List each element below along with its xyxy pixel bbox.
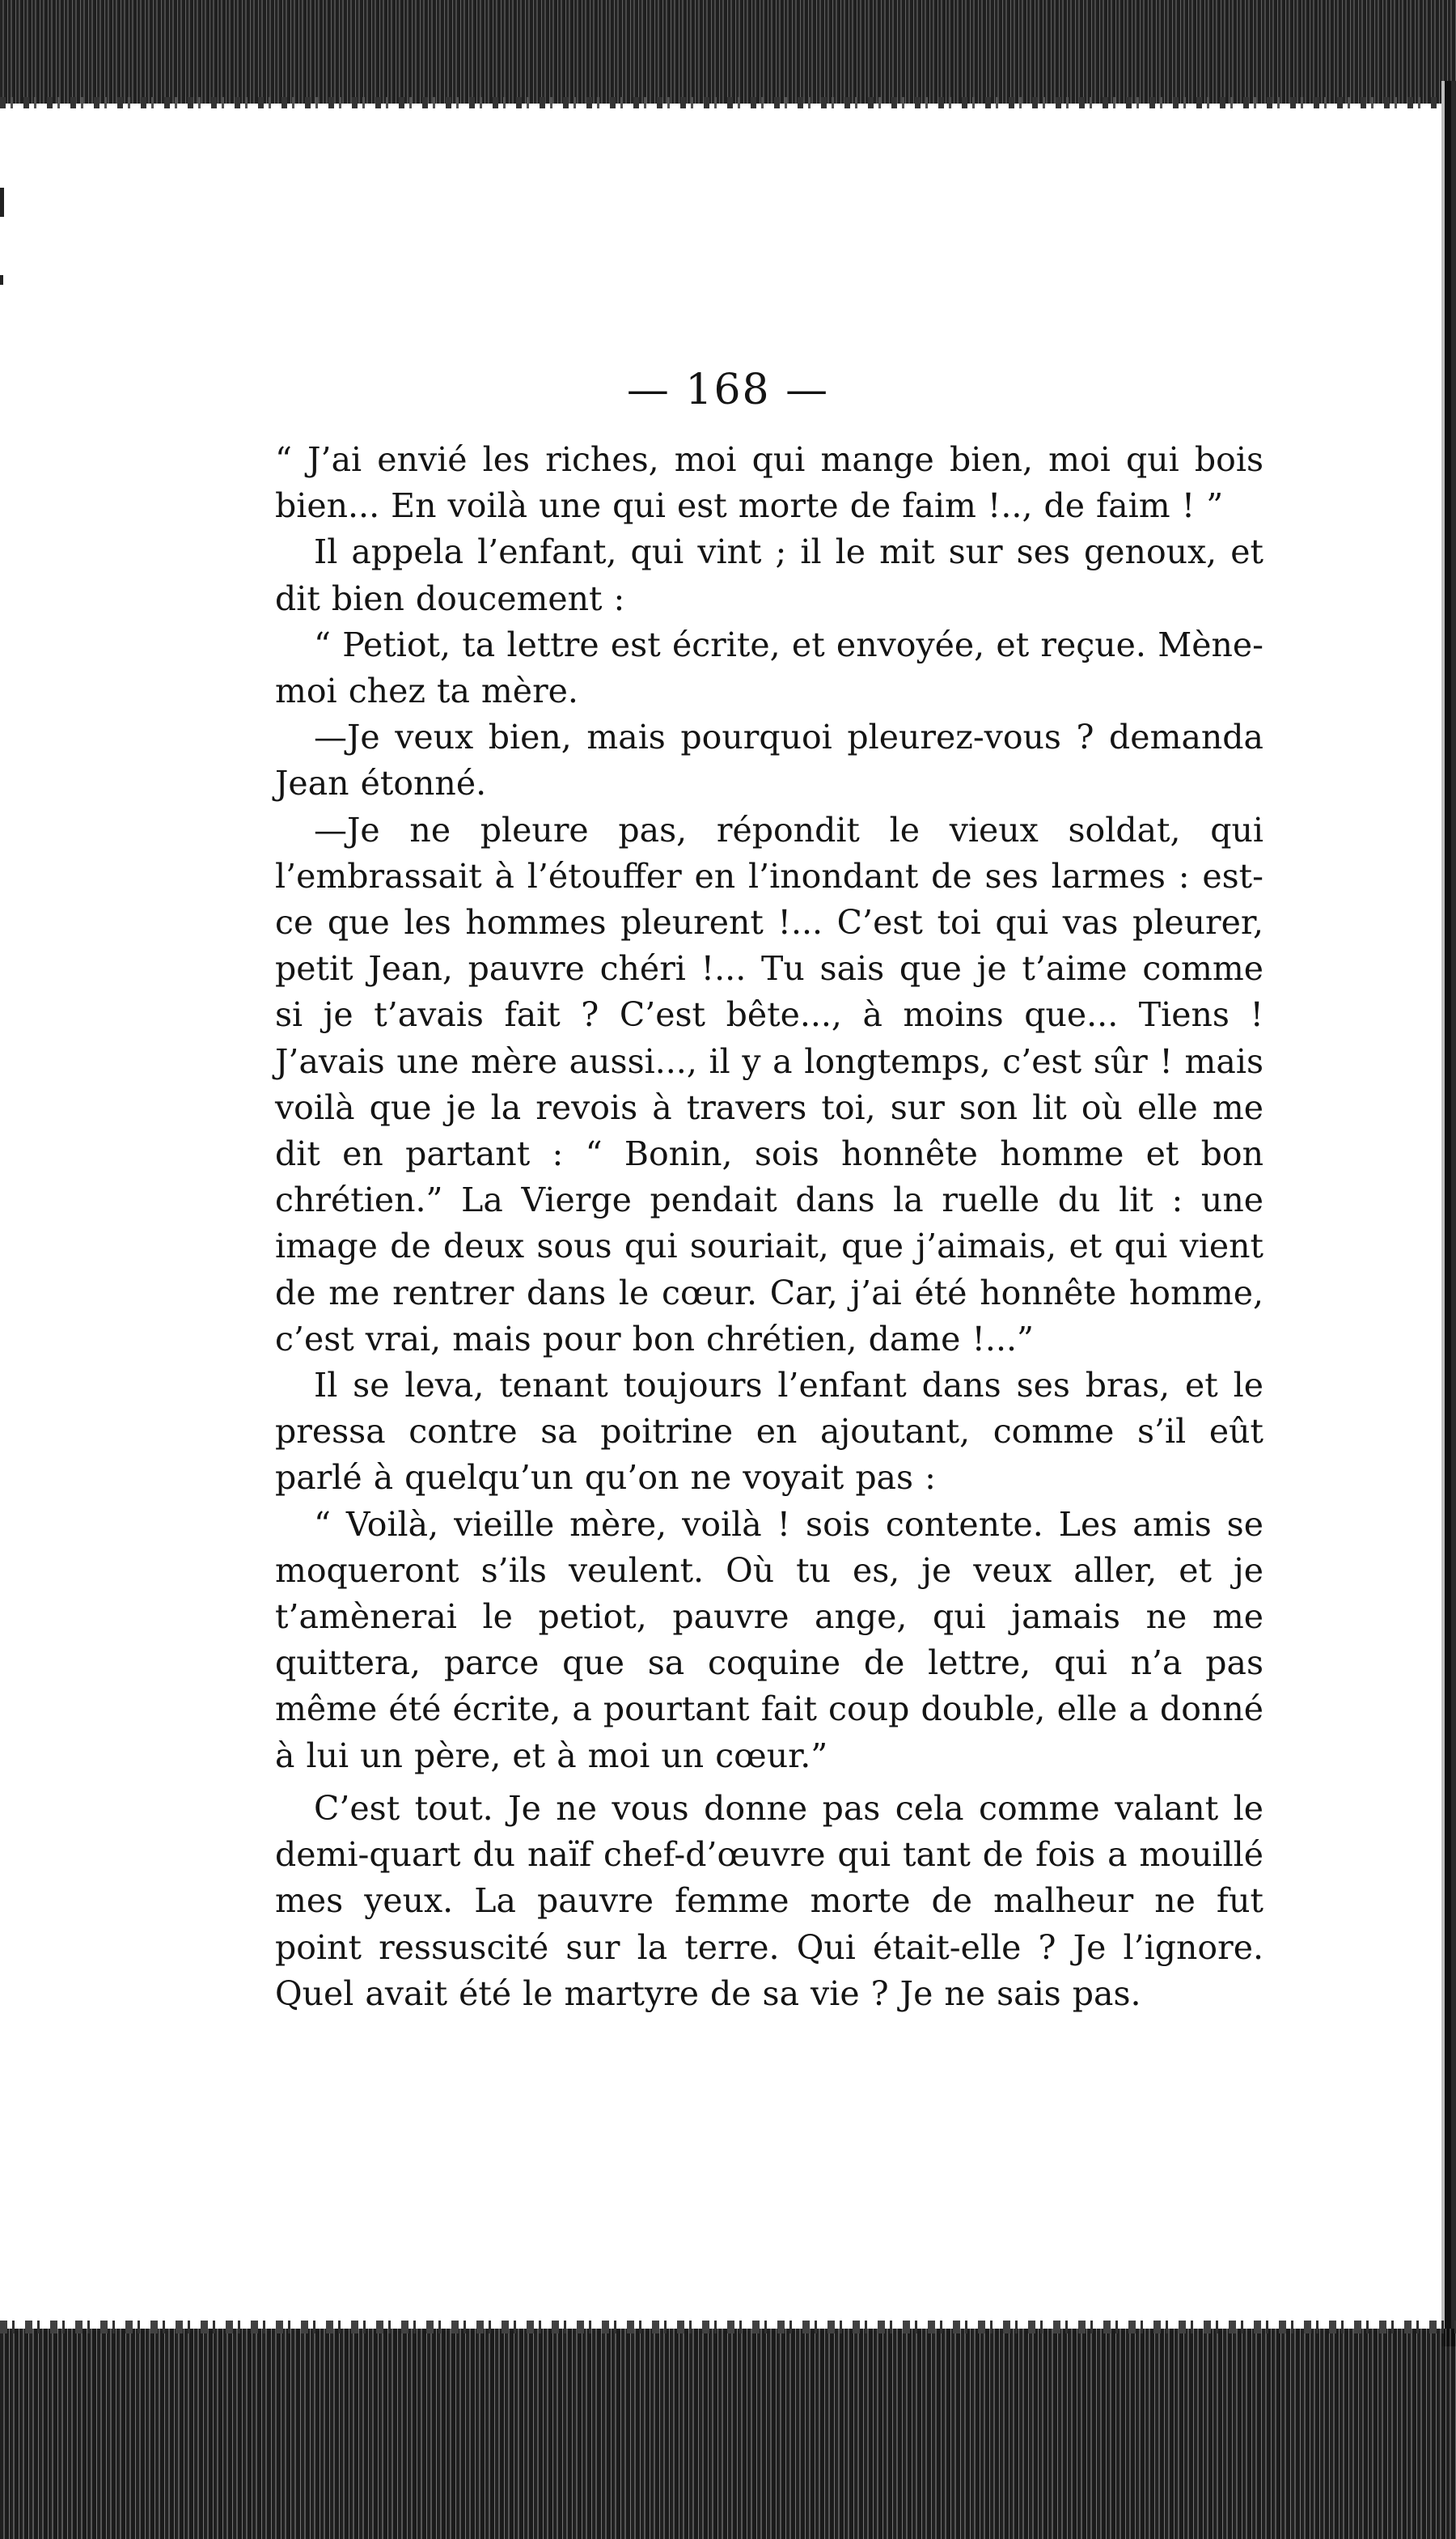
paragraph: C’est tout. Je ne vous donne pas cela comme valant le demi-quart du naïf chef-d’œuvre qui tant de fois a mouillé mes yeux. La pauvre femme morte de malheur ne fut point ressuscité sur la terre. Qui était-elle ? Je l’ignore. Quel avait été le martyre de sa vie ? Je ne sais pas. bbox=[275, 1788, 1263, 2013]
paragraph: “ Voilà, vieille mère, voilà ! sois contente. Les amis se moqueront s’ils veulent. Où tu es, je veux aller, et je t’amènerai le petiot, pauvre ange, qui jamais ne me quittera, parce que sa coquine de lettre, qui n’a pas même été écrite, a pourtant fait coup double, elle a donné à lui un père, et à moi un cœur.” bbox=[275, 1504, 1263, 1775]
paragraph: Il appela l’enfant, qui vint ; il le mit sur ses genoux, et dit bien doucement : bbox=[275, 532, 1263, 618]
scan-border-bottom bbox=[0, 2329, 1456, 2539]
paragraph: Il se leva, tenant toujours l’enfant dans ses bras, et le pressa contre sa poitrine en ajoutant, comme s’il eût parlé à quelqu’un qu’on ne voyait pas : bbox=[275, 1366, 1263, 1498]
body-text bbox=[275, 437, 1263, 2017]
page-number: — 168 — bbox=[626, 366, 830, 414]
paragraph: “ J’ai envié les riches, moi qui mange bien, moi qui bois bien... En voilà une qui est morte de faim !.., de faim ! ” bbox=[275, 440, 1263, 526]
paragraph: —Je ne pleure pas, répondit le vieux soldat, qui l’embrassait à l’étouffer en l’inondant de ses larmes : est-ce que les hommes pleurent !... C’est toi qui vas pleurer, petit Jean, pauvre chéri !... Tu sais que je t’aime comme si je t’avais fait ? C’est bête..., à moins que... Tiens ! J’avais une mère aussi..., il y a longtemps, c’est sûr ! mais voilà que je la revois à travers toi, sur son lit où elle me dit en partant : “ Bonin, sois honnête homme et bon chrétien.” La Vierge pendait dans la ruelle du lit : une image de deux sous qui souriait, que j’aimais, et qui vient de me rentrer dans le cœur. Car, j’ai été honnête homme, c’est vrai, mais pour bon chrétien, dame !...” bbox=[275, 810, 1263, 1359]
scan-mark-left bbox=[0, 275, 3, 285]
paragraph: “ Petiot, ta lettre est écrite, et envoyée, et reçue. Mène-moi chez ta mère. bbox=[275, 625, 1263, 711]
paragraph: —Je veux bien, mais pourquoi pleurez-vous ? demanda Jean étonné. bbox=[275, 718, 1263, 803]
scan-border-right bbox=[1441, 81, 1456, 2346]
scan-mark-left bbox=[0, 188, 4, 217]
scan-border-top bbox=[0, 0, 1456, 104]
